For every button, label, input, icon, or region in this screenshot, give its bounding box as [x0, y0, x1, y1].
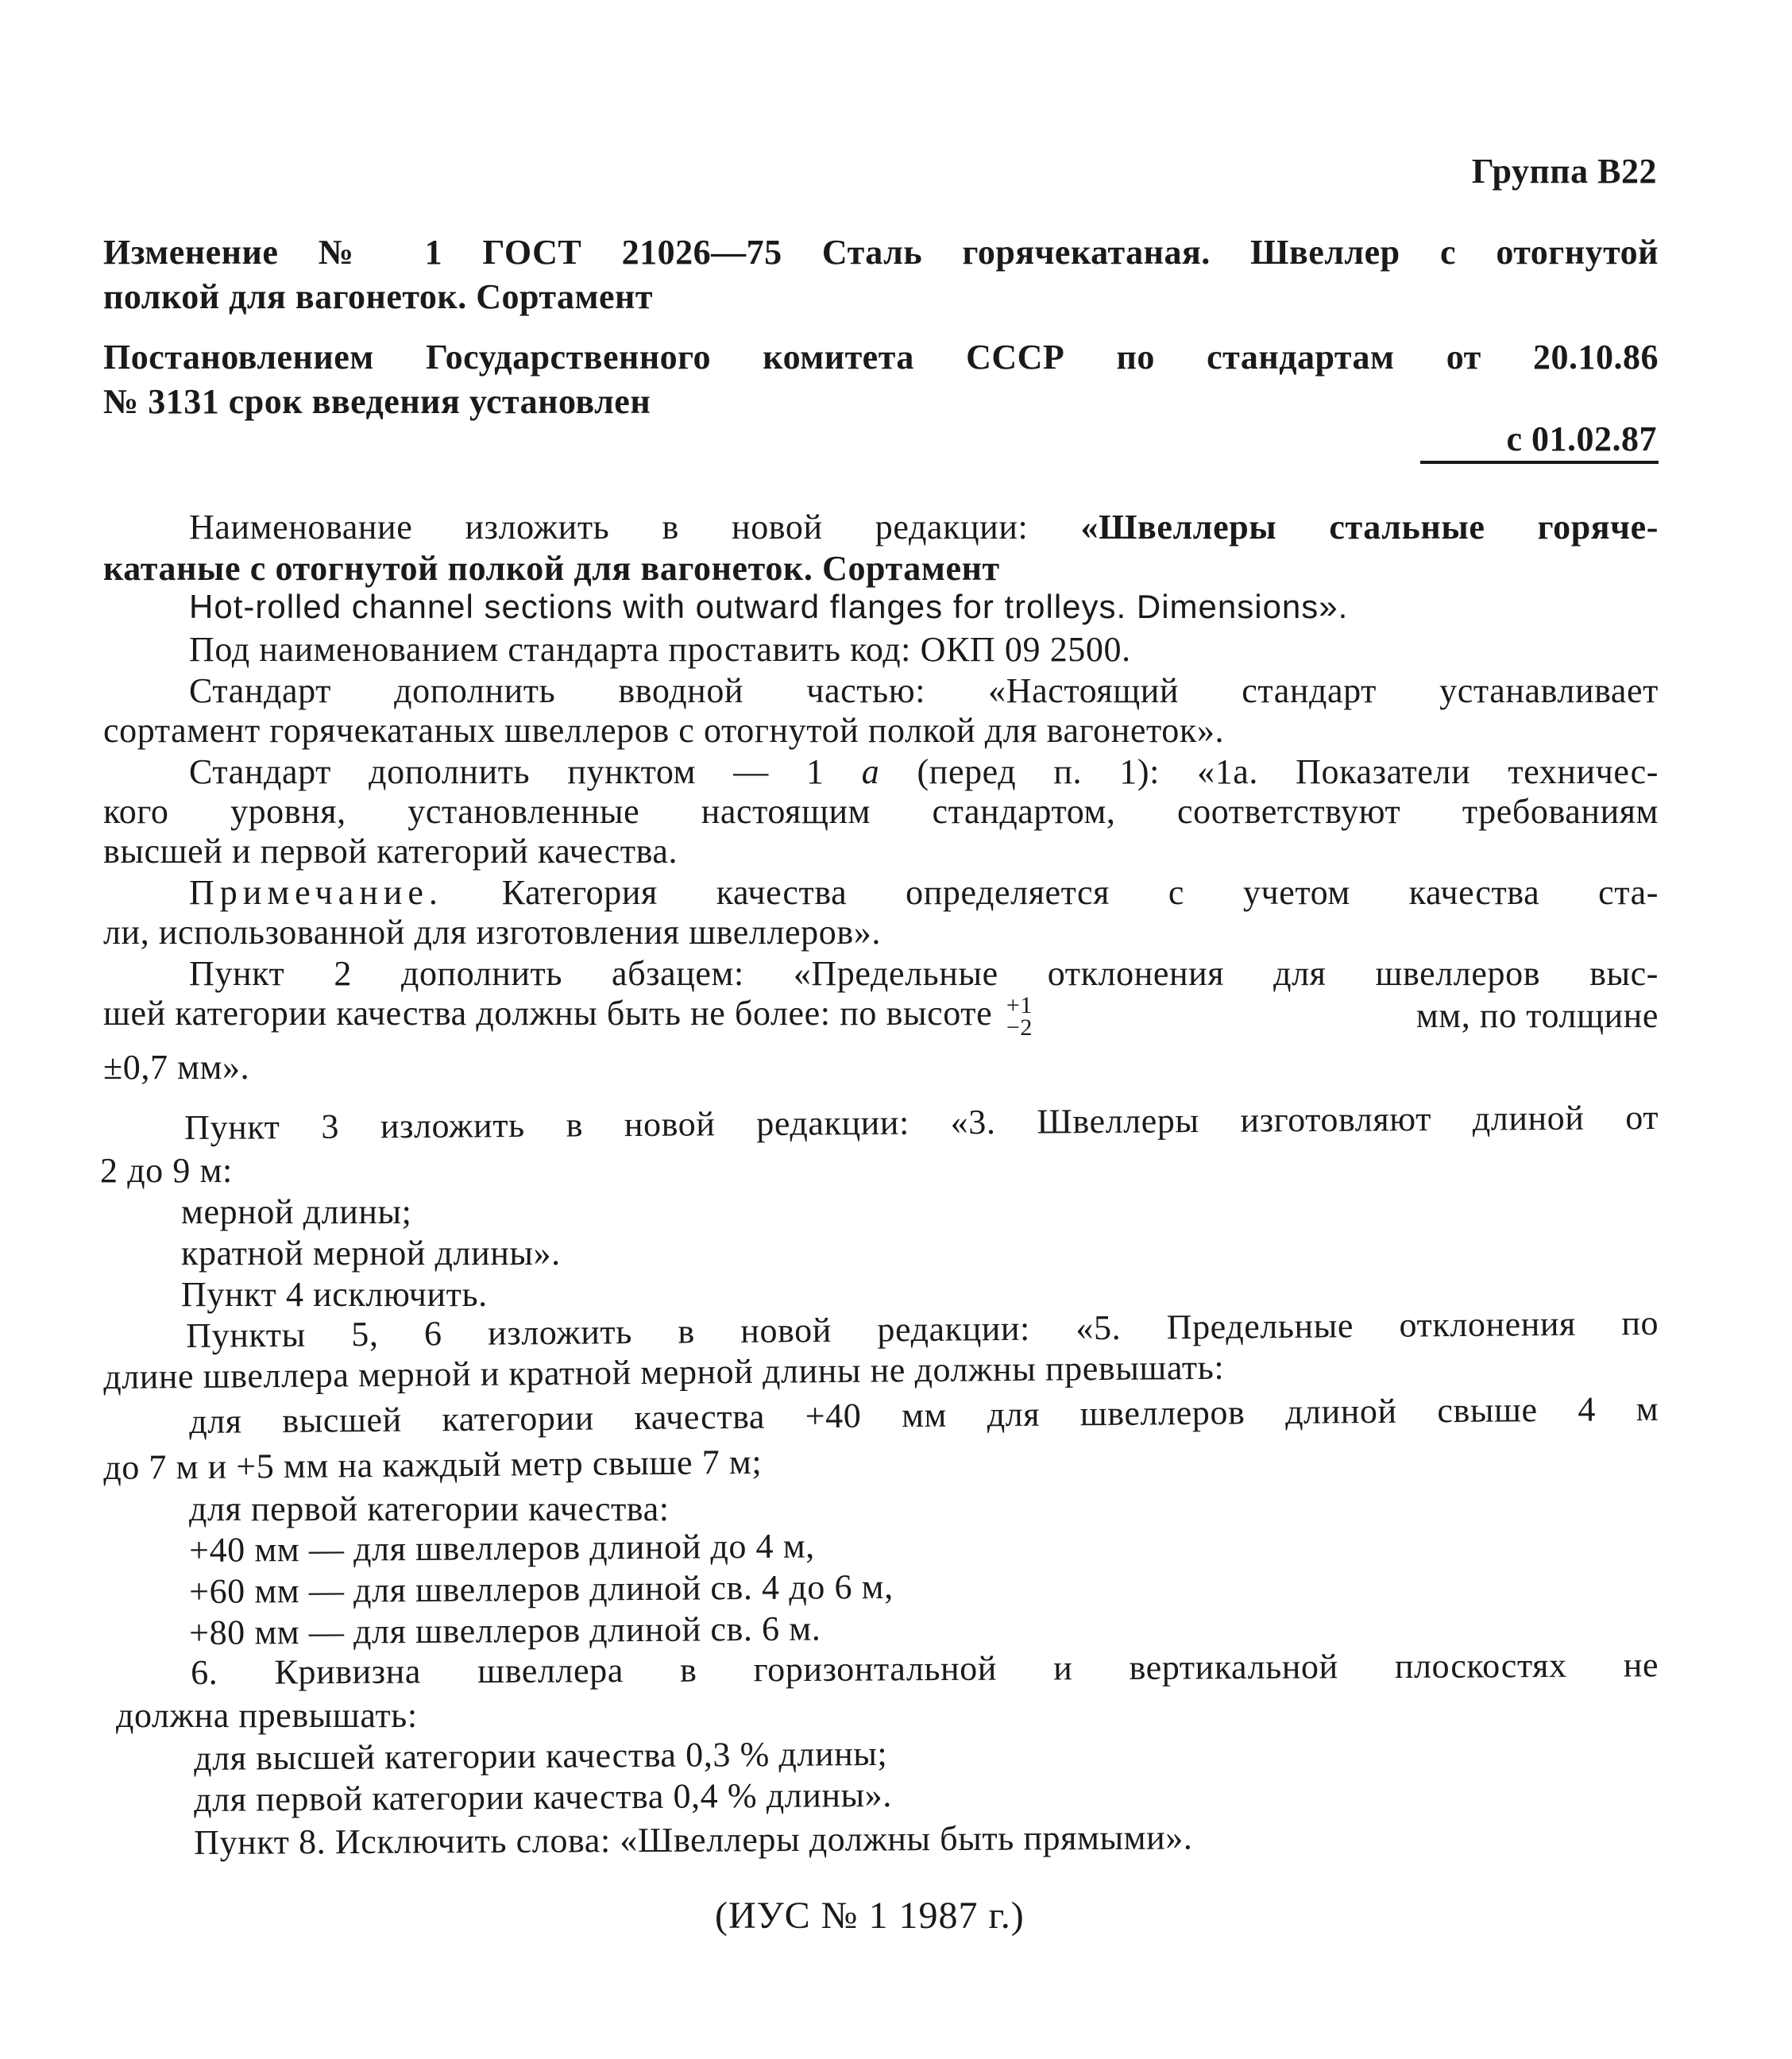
change-title-line-2: полкой для вагонеток. Сортамент	[103, 277, 654, 316]
clause-2-line-3: ±0,7 мм».	[103, 1048, 250, 1087]
okp-code-line: Под наименованием стандарта проставить код: ОКП 09 2500.	[189, 630, 1131, 669]
clause-5-line-6: +40 мм — для швеллеров длиной до 4 м,	[189, 1526, 815, 1570]
clause-4-line: Пункт 4 исключить.	[181, 1275, 488, 1314]
clause-2-height-text: шей категории качества должны быть не более: по высоте	[103, 994, 1002, 1033]
clause-1a-line-1	[189, 751, 1659, 792]
clause-2-text-a	[103, 993, 1037, 1039]
resolution-line-2: № 3131 срок введения установлен	[103, 382, 651, 421]
clause-1a-text-b: (перед п. 1): «1а. Показатели техничес-	[879, 752, 1659, 791]
clause-5-line-8: +80 мм — для швеллеров длиной св. 6 м.	[189, 1609, 821, 1652]
resolution-line-1: Постановлением Государственного комитета СССР по стандартам от 20.10.86	[103, 338, 1659, 377]
english-title-line: Hot-rolled channel sections with outward flanges for trolleys. Dimensions».	[189, 588, 1349, 625]
clause-1a-line-2: кого уровня, установленные настоящим стандартом, соответствуют требованиям	[103, 792, 1659, 831]
name-paragraph-line-2: катаные с отогнутой полкой для вагонеток. Сортамент	[103, 549, 1000, 588]
note-line-2: ли, использованной для изготовления швеллеров».	[103, 913, 881, 952]
note-label: Примечание.	[189, 873, 443, 912]
clause-6-line-3: для высшей категории качества 0,3 % длины;	[194, 1733, 888, 1778]
note-line-1	[189, 872, 1659, 913]
name-paragraph-title-start: «Швеллеры стальные горяче-	[1080, 508, 1659, 547]
source-reference: (ИУС № 1 1987 г.)	[715, 1895, 1025, 1937]
clause-5-line-5: для первой категории качества:	[189, 1489, 670, 1528]
clause-5-line-1: Пункты 5, 6 изложить в новой редакции: «5. Предельные отклонения по	[186, 1303, 1659, 1355]
change-title-text-1: Изменение № 1 ГОСТ 21026—75 Сталь горячекатаная. Швеллер с отогнутой	[103, 233, 1659, 272]
clause-3-line-3: мерной длины;	[181, 1192, 412, 1231]
clause-6-line-1: 6. Кривизна швеллера в горизонтальной и вертикальной плоскостях не	[191, 1645, 1659, 1692]
clause-5-line-2: длине швеллера мерной и кратной мерной длины не должны превышать:	[103, 1347, 1225, 1396]
clause-3-line-2: 2 до 9 м:	[100, 1151, 233, 1190]
clause-1a-line-3: высшей и первой категорий качества.	[103, 832, 678, 871]
clause-5-line-4: до 7 м и +5 мм на каждый метр свыше 7 м;	[103, 1442, 763, 1487]
clause-2-line-2	[103, 993, 1659, 1039]
group-label: Группа В22	[1471, 152, 1657, 191]
clause-3-line-1: Пункт 3 изложить в новой редакции: «3. Швеллеры изготовляют длиной от	[184, 1098, 1659, 1147]
effective-date: с 01.02.87	[1506, 419, 1657, 458]
name-paragraph-intro: Наименование изложить в новой редакции:	[189, 508, 1081, 547]
clause-2-text-b: мм, по толщине	[1415, 996, 1659, 1036]
clause-2-line-1: Пункт 2 дополнить абзацем: «Предельные отклонения для швеллеров выс-	[189, 954, 1659, 993]
change-title-line-1	[103, 232, 1659, 272]
name-paragraph-line-1	[189, 507, 1659, 547]
header-divider	[1420, 461, 1659, 464]
height-tolerance-fraction	[1006, 991, 1033, 1041]
height-tolerance-minus: −2	[1006, 1014, 1033, 1041]
intro-part-line-1: Стандарт дополнить вводной частью: «Настоящий стандарт устанавливает	[189, 671, 1659, 710]
clause-3-line-4: кратной мерной длины».	[181, 1234, 561, 1273]
height-tolerance-plus: +1	[1006, 991, 1033, 1018]
clause-5-line-3: для высшей категории качества +40 мм для швеллеров длиной свыше 4 м	[189, 1389, 1659, 1441]
clause-6-line-4: для первой категории качества 0,4 % длины».	[194, 1775, 893, 1819]
clause-6-line-2: должна превышать:	[116, 1696, 418, 1735]
clause-1a-letter: а	[861, 752, 880, 791]
clause-5-line-7: +60 мм — для швеллеров длиной св. 4 до 6 м,	[189, 1566, 894, 1611]
intro-part-line-2: сортамент горячекатаных швеллеров с отогнутой полкой для вагонеток».	[103, 711, 1225, 750]
clause-8-line: Пункт 8. Исключить слова: «Швеллеры должны быть прямыми».	[194, 1818, 1193, 1862]
clause-1a-text-a: Стандарт дополнить пунктом — 1	[189, 752, 862, 791]
note-text: Категория качества определяется с учетом качества ста-	[442, 873, 1659, 912]
